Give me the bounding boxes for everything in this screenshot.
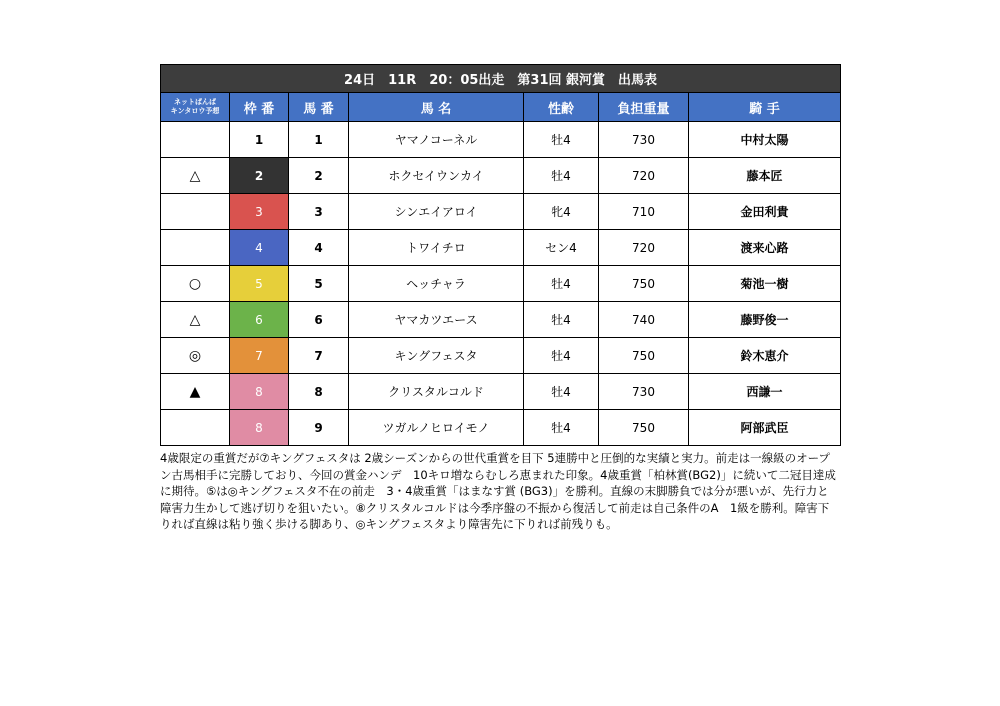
jockey-name: 阿部武臣 [689,410,841,446]
sex-age: 牡4 [524,410,599,446]
prediction-mark [161,230,230,266]
sex-age: 牡4 [524,266,599,302]
frame-number: 2 [230,158,289,194]
title-row [161,65,841,93]
burden-weight: 750 [599,338,689,374]
prediction-mark [161,410,230,446]
table-row [161,338,841,374]
entry-table [160,64,841,446]
race-commentary: 4歳限定の重賞だが⑦キングフェスタは 2歳シーズンからの世代重賞を目下 5連勝中と圧倒的な実績と実力。前走は一線級のオープン古馬相手に完勝しており、今回の賞金ハンデ 10キロ増ならむしろ恵まれた印象。4歳重賞「柏林賞(BG2)」に続いて二冠目達成に期待。⑤は◎キングフェスタ不在の前走 3・4歳重賞「はまなす賞 (BG3)」を勝利。直線の末脚勝負では分が悪いが、先行力と障害力生かして逃げ切りを狙いたい。⑧クリスタルコルドは今季序盤の不振から復活して前走は自己条件のA 1級を勝利。障害下りれば直線は粘り強く歩ける脚あり、◎キングフェスタより障害先に下りれば前残りも。 [160,451,836,531]
burden-weight: 730 [599,374,689,410]
table-row [161,122,841,158]
sex-age: 牝4 [524,194,599,230]
table-row [161,266,841,302]
prediction-mark: ◎ [161,338,230,374]
horse-name: ツガルノヒロイモノ [349,410,524,446]
horse-number: 8 [289,374,349,410]
prediction-mark [161,194,230,230]
jockey-name: 藤本匠 [689,158,841,194]
jockey-name: 菊池一樹 [689,266,841,302]
sex-age: セン4 [524,230,599,266]
horse-name: ヘッチャラ [349,266,524,302]
horse-number: 2 [289,158,349,194]
jockey-name: 中村太陽 [689,122,841,158]
burden-weight: 720 [599,230,689,266]
frame-number: 4 [230,230,289,266]
jockey-name: 金田利貴 [689,194,841,230]
burden-weight: 710 [599,194,689,230]
race-card [160,64,840,533]
frame-number: 5 [230,266,289,302]
horse-name: トワイチロ [349,230,524,266]
prediction-mark: △ [161,302,230,338]
sex-age: 牡4 [524,302,599,338]
frame-number: 8 [230,410,289,446]
header-sexage: 性齢 [524,93,599,122]
sex-age: 牡4 [524,374,599,410]
horse-name: ホクセイウンカイ [349,158,524,194]
race-title: 24日 11R 20：05出走 第31回 銀河賞 出馬表 [161,65,841,93]
prediction-mark: ▲ [161,374,230,410]
jockey-name: 藤野俊一 [689,302,841,338]
header-name: 馬 名 [349,93,524,122]
header-weight: 負担重量 [599,93,689,122]
table-row [161,194,841,230]
jockey-name: 鈴木恵介 [689,338,841,374]
horse-number: 5 [289,266,349,302]
horse-number: 9 [289,410,349,446]
frame-number: 1 [230,122,289,158]
burden-weight: 720 [599,158,689,194]
header-jockey: 騎 手 [689,93,841,122]
sex-age: 牡4 [524,338,599,374]
header-uma: 馬 番 [289,93,349,122]
horse-number: 7 [289,338,349,374]
burden-weight: 750 [599,266,689,302]
horse-number: 4 [289,230,349,266]
burden-weight: 740 [599,302,689,338]
prediction-mark: ○ [161,266,230,302]
horse-number: 3 [289,194,349,230]
burden-weight: 730 [599,122,689,158]
horse-name: ヤマカツエース [349,302,524,338]
horse-number: 6 [289,302,349,338]
prediction-mark [161,122,230,158]
horse-name: クリスタルコルド [349,374,524,410]
header-yoso-line1: ネットぱんぱ [174,98,216,106]
horse-number: 1 [289,122,349,158]
table-row [161,230,841,266]
frame-number: 8 [230,374,289,410]
sex-age: 牡4 [524,122,599,158]
header-yoso-line2: キンタロウ予想 [170,107,220,115]
horse-name: キングフェスタ [349,338,524,374]
table-row [161,158,841,194]
prediction-mark: △ [161,158,230,194]
horse-name: ヤマノコーネル [349,122,524,158]
header-row [161,93,841,122]
burden-weight: 750 [599,410,689,446]
jockey-name: 渡来心路 [689,230,841,266]
sex-age: 牡4 [524,158,599,194]
header-waku: 枠 番 [230,93,289,122]
header-yoso [161,93,230,122]
table-row [161,302,841,338]
table-row [161,410,841,446]
frame-number: 7 [230,338,289,374]
table-row [161,374,841,410]
frame-number: 6 [230,302,289,338]
horse-name: シンエイアロイ [349,194,524,230]
jockey-name: 西謙一 [689,374,841,410]
frame-number: 3 [230,194,289,230]
